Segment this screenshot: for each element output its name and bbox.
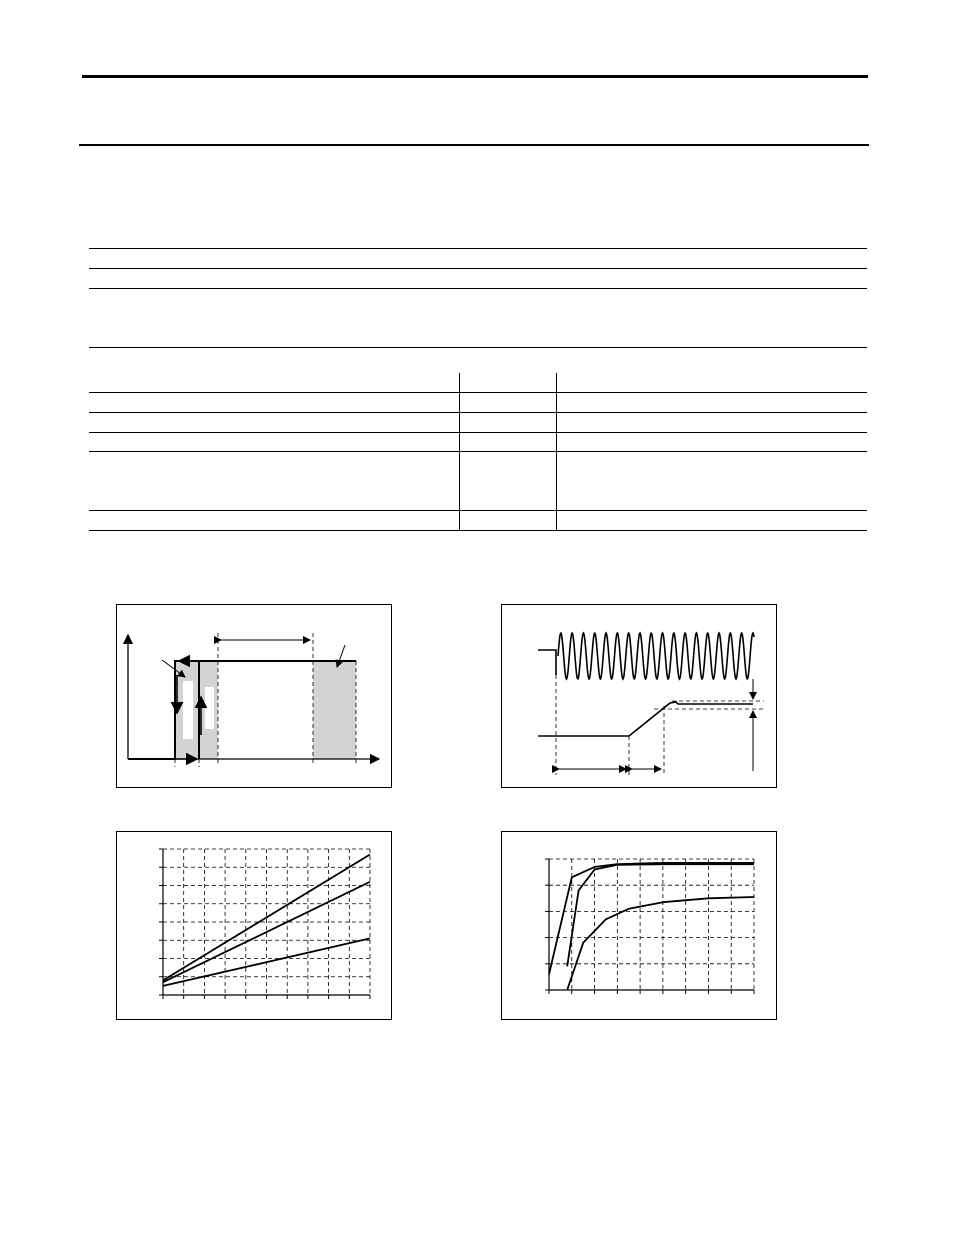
series-line — [549, 863, 754, 974]
series-line — [567, 864, 754, 966]
table-rule — [89, 432, 867, 433]
header-rule-bottom — [79, 144, 869, 146]
output-ramp — [538, 702, 753, 736]
header-rule-top — [82, 75, 868, 78]
series-line — [567, 897, 754, 990]
saturation-plot — [502, 832, 778, 1021]
white-marker — [183, 681, 193, 739]
table-rule — [89, 392, 867, 393]
table-rule — [89, 530, 867, 531]
series-line — [163, 882, 370, 982]
shaded-region-right — [313, 661, 356, 759]
linear-figure — [116, 831, 392, 1020]
dashed-guides — [556, 675, 764, 775]
table-rule — [89, 288, 867, 289]
timing-waveform — [502, 605, 778, 789]
table-rule — [89, 510, 867, 511]
table-column-rule — [556, 373, 557, 530]
hysteresis-figure — [116, 604, 392, 788]
white-marker — [205, 687, 214, 729]
table-rule — [89, 451, 867, 452]
saturation-figure — [501, 831, 777, 1020]
oscillation-signal — [558, 633, 754, 679]
table-rule — [89, 412, 867, 413]
table-rule — [89, 248, 867, 249]
hysteresis-plot — [117, 605, 393, 789]
input-step — [538, 650, 556, 675]
table-rule — [89, 268, 867, 269]
timing-figure — [501, 604, 777, 788]
table-column-rule — [459, 373, 460, 530]
linear-plot — [117, 832, 393, 1021]
table-rule — [89, 347, 867, 348]
